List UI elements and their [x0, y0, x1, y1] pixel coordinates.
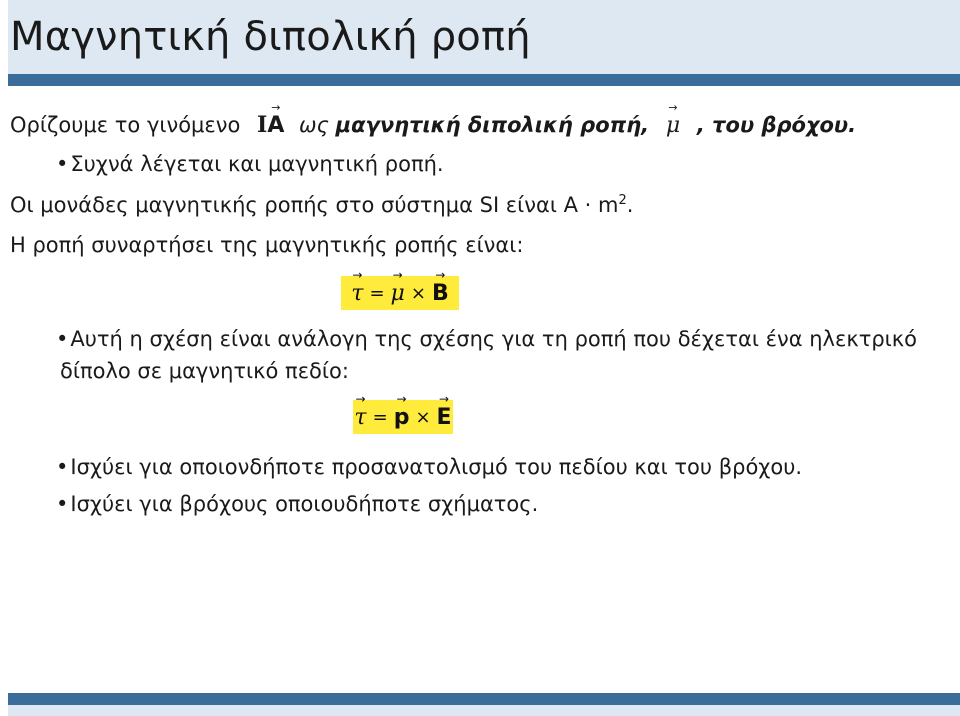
title-rule: [8, 74, 960, 86]
formula-equals: =: [369, 282, 385, 304]
bullet-text: Συχνά λέγεται και μαγνητική ροπή.: [70, 152, 444, 176]
bullet-dot: •: [56, 327, 69, 351]
italic-ws: ως: [299, 113, 329, 137]
si-units-exponent: 2: [618, 193, 627, 208]
definition-prefix: Ορίζουμε το γινόμενο: [10, 113, 241, 137]
bullet-dot: •: [56, 492, 69, 516]
si-units-end: .: [626, 193, 634, 217]
vector-a: → A: [267, 113, 284, 138]
footer-rule: [8, 693, 960, 705]
definition-suffix: , του βρόχου.: [696, 113, 857, 137]
bullet-dot: •: [56, 152, 69, 176]
formula-cross: ×: [415, 406, 431, 428]
si-units-line: [10, 193, 633, 217]
torque-formula-p-e: [353, 400, 453, 434]
formula-cross: ×: [410, 282, 426, 304]
bullet-analogy-cont: δίπολο σε μαγνητικό πεδίο:: [60, 359, 349, 383]
symbol-mu: [666, 113, 680, 138]
formula-b: → B: [432, 281, 449, 306]
moment-term: μαγνητική διπολική ροπή,: [335, 113, 650, 137]
si-units-text: Οι μονάδες μαγνητικής ροπής στο σύστημα SI είναι A · m: [10, 193, 619, 217]
symbol-i: I: [257, 112, 268, 138]
bullet-text: Ισχύει για βρόχους οποιουδήποτε σχήματος.: [70, 492, 539, 516]
formula-tau: → τ: [351, 281, 363, 306]
footer-band: [8, 705, 960, 716]
bullet-any-orientation: [56, 455, 802, 479]
formula-tau: → τ: [354, 405, 366, 430]
symbol-ia: [257, 112, 284, 138]
bullet-dot: •: [56, 455, 69, 479]
bullet-also-called: [56, 152, 444, 176]
formula-p: → p: [394, 405, 410, 430]
bullet-text: Αυτή η σχέση είναι ανάλογη της σχέσης για τη ροπή που δέχεται ένα ηλεκτρικό: [70, 327, 918, 351]
formula-equals: =: [372, 406, 388, 428]
bullet-any-shape: [56, 492, 538, 516]
bullet-text: Ισχύει για οποιονδήποτε προσανατολισμό του πεδίου και του βρόχου.: [70, 455, 803, 479]
torque-intro-line: Η ροπή συναρτήσει της μαγνητικής ροπής είναι:: [10, 233, 524, 257]
formula-e: → E: [437, 405, 452, 430]
definition-line: [10, 112, 856, 138]
torque-formula-mu-b: [341, 276, 459, 310]
bullet-analogy: [56, 327, 917, 351]
slide-title: Μαγνητική διπολική ροπή: [10, 14, 531, 60]
formula-mu: → μ: [391, 281, 405, 306]
vector-mu: → μ: [666, 113, 680, 138]
